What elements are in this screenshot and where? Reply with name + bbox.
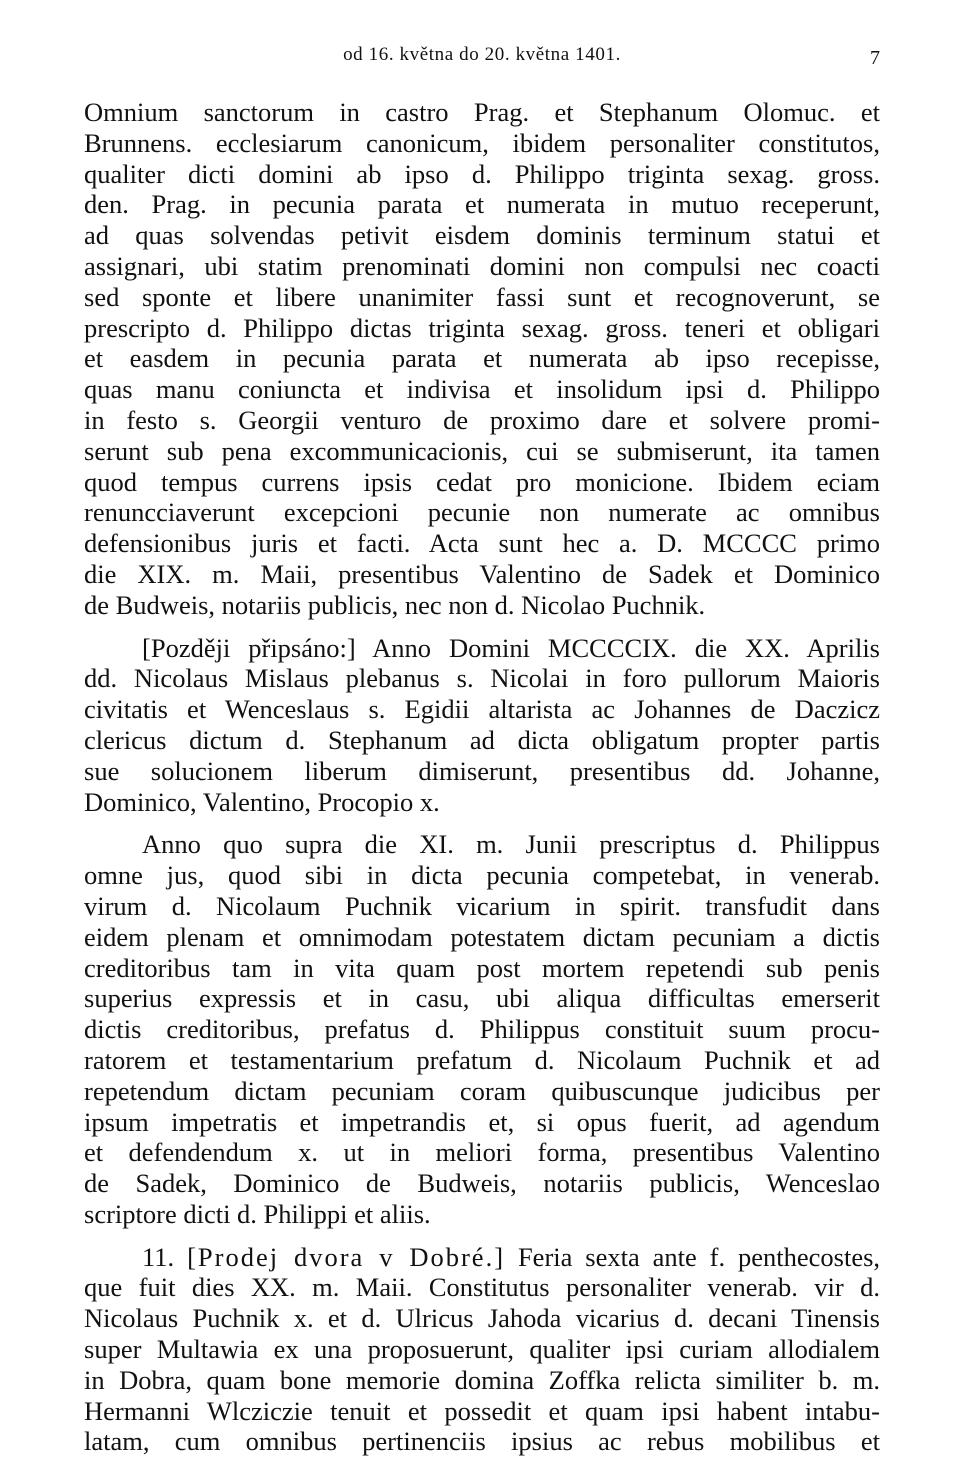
text-line: omne jus, quod sibi in dicta pecunia competebat, in venerab. [84,860,880,891]
text-line: latam, cum omnibus pertinenciis ipsius ac rebus mobilibus et [84,1426,880,1457]
entry-first-line [84,1242,880,1273]
text-line: et easdem in pecunia parata et numerata ab ipso recepisse, [84,343,880,374]
text-line: super Multawia ex una proposuerunt, qualiter ipsi curiam allodialem [84,1334,880,1365]
text-line: creditoribus tam in vita quam post mortem repetendi sub penis [84,952,880,983]
entry-11 [84,1242,880,1457]
text-line: serunt sub pena excommunicacionis, cui se submiserunt, ita tamen [84,435,880,466]
text-line: ratorem et testamentarium prefatum d. Nicolaum Puchnik et ad [84,1044,880,1075]
text-line: clericus dictum d. Stephanum ad dicta obligatum propter partis [84,724,880,755]
text-line: defensionibus juris et facti. Acta sunt hec a. D. MCCCC primo [84,528,880,559]
entry-number: 11. [142,1241,175,1272]
text-line: prescripto d. Philippo dictas triginta sexag. gross. teneri et obligari [84,312,880,343]
text-line: scriptore dicti d. Philippi et aliis. [84,1198,431,1229]
text-line: dictis creditoribus, prefatus d. Philippus constituit suum procu- [84,1014,880,1045]
text-line: quod tempus currens ipsis cedat pro monicione. Ibidem eciam [84,466,880,497]
text-line: ipsum impetratis et impetrandis et, si opus fuerit, ad agendum [84,1106,880,1137]
text-line: in Dobra, quam bone memorie domina Zoffka relicta similiter b. m. [84,1364,880,1395]
text-line: civitatis et Wenceslaus s. Egidii altarista ac Johannes de Daczicz [84,694,880,725]
text-line: eidem plenam et omnimodam potestatem dictam pecuniam a dictis [84,921,880,952]
text-line: sed sponte et libere unanimiter fassi sunt et recognoverunt, se [84,281,880,312]
text-line: Omnium sanctorum in castro Prag. et Stephanum Olomuc. et [84,97,880,127]
text-line: de Sadek, Dominico de Budweis, notariis publicis, Wenceslao [84,1168,880,1199]
entry-first-line-text: Feria sexta ante f. penthecostes, [517,1241,880,1272]
text-line: in festo s. Georgii venturo de proximo dare et solvere promi- [84,404,880,435]
text-line: Nicolaus Puchnik x. et d. Ulricus Jahoda vicarius d. decani Tinensis [84,1303,880,1334]
text-line: virum d. Nicolaum Puchnik vicarium in spirit. transfudit dans [84,890,880,921]
paragraph-later-note [84,633,880,818]
text-line: sue solucionem liberum dimiserunt, presentibus dd. Johanne, [84,755,880,786]
text-line: Dominico, Valentino, Procopio x. [84,786,440,817]
text-line: Anno quo supra die XI. m. Junii prescriptus d. Philippus [142,829,880,860]
paragraph-transfer [84,829,880,1229]
text-line: repetendum dictam pecuniam coram quibuscunque judicibus per [84,1075,880,1106]
text-line: [Později připsáno:] Anno Domini MCCCCIX. die XX. Aprilis [142,632,880,663]
paragraph-continued [84,97,880,621]
text-line: superius expressis et in casu, ubi aliqua difficultas emerserit [84,983,880,1014]
text-line: die XIX. m. Maii, presentibus Valentino de Sadek et Dominico [84,558,880,589]
text-line: Brunnens. ecclesiarum canonicum, ibidem personaliter constitutos, [84,127,880,158]
text-line: et defendendum x. ut in meliori forma, presentibus Valentino [84,1137,880,1168]
text-line: ad quas solvendas petivit eisdem dominis terminum statui et [84,220,880,251]
text-line: renuncciaverunt excepcioni pecunie non numerate ac omnibus [84,497,880,528]
entry-heading: [Prodej dvora v Dobré.] [187,1241,506,1272]
page-number: 7 [870,47,880,69]
text-line: que fuit dies XX. m. Maii. Constitutus personaliter venerab. vir d. [84,1272,880,1303]
text-line: assignari, ubi statim prenominati domini non compulsi nec coacti [84,250,880,281]
text-line: quas manu coniuncta et indivisa et insolidum ipsi d. Philippo [84,374,880,405]
body-text [84,97,880,1457]
running-head-title: od 16. května do 20. května 1401. [343,44,621,65]
running-head [84,44,880,70]
text-line: dd. Nicolaus Mislaus plebanus s. Nicolai in foro pullorum Maioris [84,663,880,694]
text-line: Hermanni Wlcziczie tenuit et possedit et quam ipsi habent intabu- [84,1395,880,1426]
text-line: de Budweis, notariis publicis, nec non d. Nicolao Puchnik. [84,589,706,620]
text-line: qualiter dicti domini ab ipso d. Philippo triginta sexag. gross. [84,158,880,189]
text-line: den. Prag. in pecunia parata et numerata in mutuo receperunt, [84,189,880,220]
